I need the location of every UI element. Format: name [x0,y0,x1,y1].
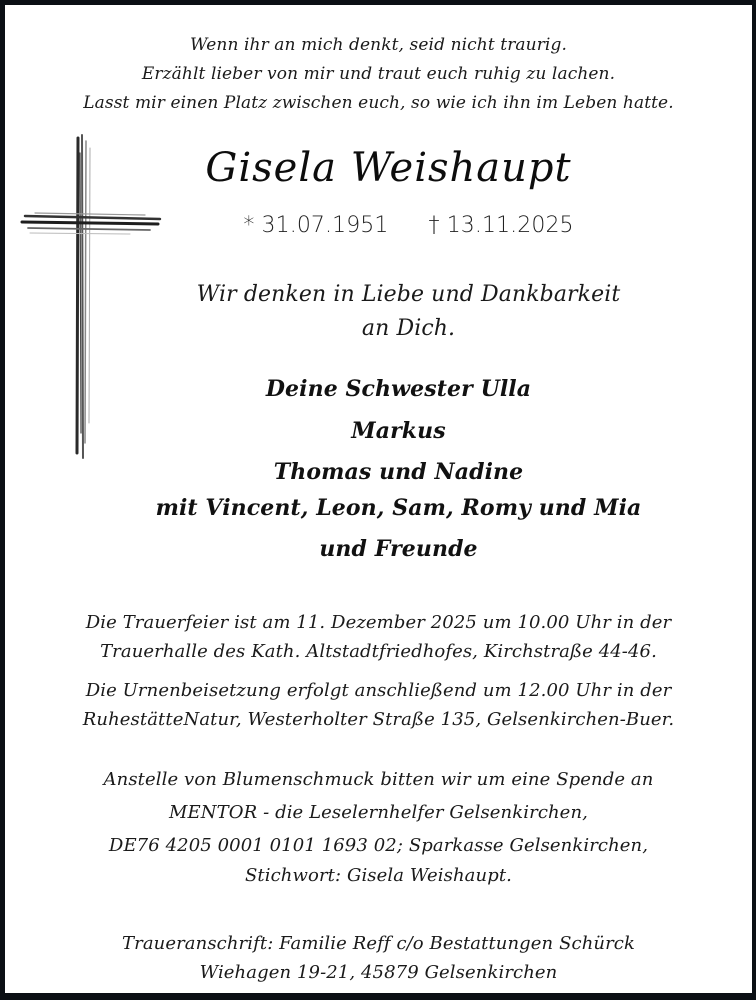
mourner-line-2: Markus [351,418,446,444]
mourning-address-line-1: Traueranschrift: Familie Reff c/o Bestattungen Schürck [122,933,635,954]
deceased-name: Gisela Weishaupt [205,145,572,191]
mourner-line-5: und Freunde [319,536,478,562]
donation-line-1: Anstelle von Blumenschmuck bitten wir um eine Spende an [103,769,654,790]
funeral-line-1: Die Trauerfeier ist am 11. Dezember 2025 um 10.00 Uhr in der [85,612,672,633]
donation-line-3: DE76 4205 0001 0101 1693 02; Sparkasse Gelsenkirchen, [108,835,649,856]
birth-date: * 31.07.1951 [243,213,389,238]
remembrance-line-1: Wir denken in Liebe und Dankbarkeit [196,282,621,307]
mourner-line-4: mit Vincent, Leon, Sam, Romy und Mia [155,495,642,521]
poem-line-2: Erzählt lieber von mir und traut euch ruhig zu lachen. [141,64,616,84]
burial-line-2: RuhestätteNatur, Westerholter Straße 135, Gelsenkirchen-Buer. [82,709,675,730]
mourner-line-1: Deine Schwester Ulla [265,376,532,402]
mourning-address-line-2: Wiehagen 19-21, 45879 Gelsenkirchen [199,962,558,983]
donation-line-2: MENTOR - die Leselernhelfer Gelsenkirchen, [169,802,588,823]
poem-line-1: Wenn ihr an mich denkt, seid nicht traurig. [190,35,567,55]
funeral-line-2: Trauerhalle des Kath. Altstadtfriedhofes, Kirchstraße 44-46. [100,641,657,662]
death-date: † 13.11.2025 [428,213,574,238]
obituary-card [5,5,752,993]
life-dates [65,213,752,238]
remembrance-line-2: an Dich. [361,316,456,341]
donation-line-4: Stichwort: Gisela Weishaupt. [245,865,512,886]
poem-line-3: Lasst mir einen Platz zwischen euch, so wie ich ihn im Leben hatte. [83,93,674,113]
burial-line-1: Die Urnenbeisetzung erfolgt anschließend um 12.00 Uhr in der [85,680,672,701]
mourner-line-3: Thomas und Nadine [273,459,524,485]
